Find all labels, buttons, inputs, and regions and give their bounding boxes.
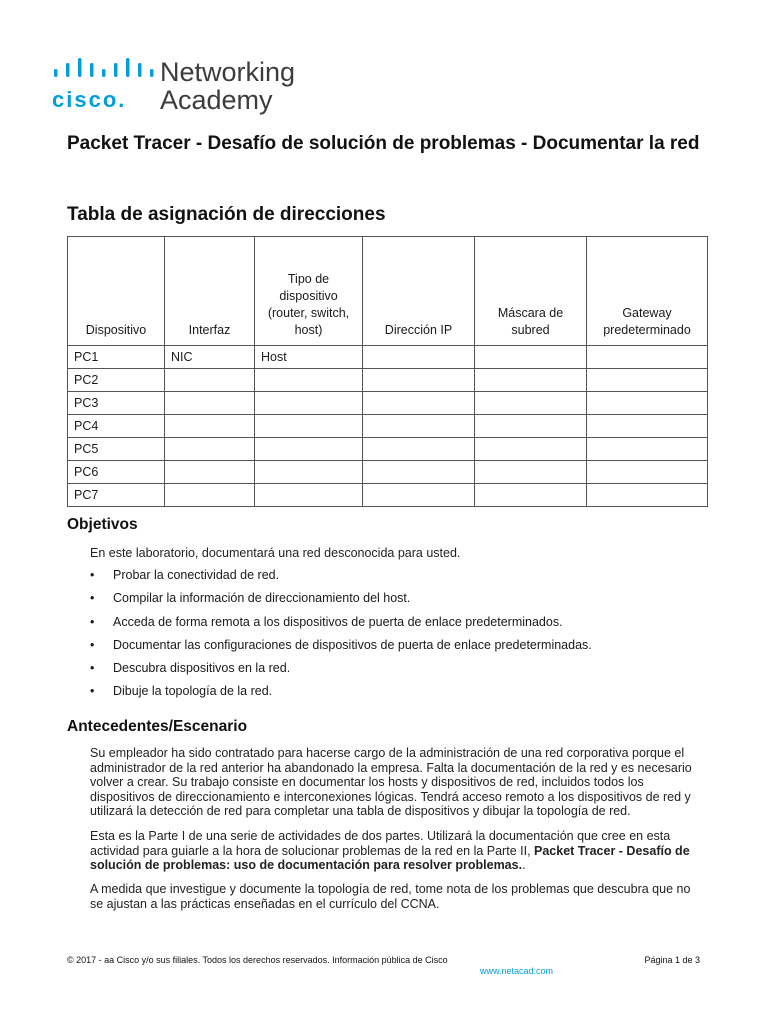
table-row (68, 438, 708, 461)
background-heading: Antecedentes/Escenario (67, 718, 248, 735)
addressing-table (67, 236, 708, 507)
table-cell (587, 438, 708, 461)
bullet-icon: • (90, 684, 95, 699)
list-item-text: Acceda de forma remota a los dispositivos de puerta de enlace predeterminados. (113, 614, 563, 629)
background-paragraph-1: Su empleador ha sido contratado para hacerse cargo de la administración de una red corporativa porque el administrador de la red anterior ha abandonado la empresa. Falta la documentación de la red y es necesario volver a crear. Su trabajo consiste en documentar los hosts y dispositivos de red, incluidos todos los dispositivos de direccionamiento e interconexiones lógicas. Tendrá acceso remoto a los dispositivos de red y utilizará la detección de red para completar una tabla de dispositivos y dibujar la topología de red. (90, 746, 692, 818)
list-item-text: Dibuje la topología de la red. (113, 684, 273, 699)
objectives-list (90, 568, 592, 708)
cisco-wordmark-text: cisco (52, 87, 119, 112)
table-cell (587, 392, 708, 415)
list-item-text: Documentar las configuraciones de dispositivos de puerta de enlace predeterminadas. (113, 637, 592, 652)
list-item-text: Probar la conectividad de red. (113, 568, 280, 582)
list-item (90, 615, 592, 638)
table-cell (363, 461, 475, 484)
table-cell (363, 392, 475, 415)
cisco-networking-academy-logo (52, 58, 312, 118)
table-cell: NIC (165, 346, 255, 369)
table-cell: PC4 (68, 415, 165, 438)
table-cell (363, 484, 475, 507)
table-cell (255, 461, 363, 484)
table-row (68, 369, 708, 392)
column-header: Dirección IP (363, 237, 475, 346)
cisco-bars-icon (52, 58, 154, 82)
list-item-text: Compilar la información de direccionamiento del host. (113, 591, 411, 606)
background-paragraph-3: A medida que investigue y documente la topología de red, tome nota de los problemas que descubra que no se ajustan a las prácticas enseñadas en el currículo del CCNA. (90, 882, 691, 911)
table-cell (165, 392, 255, 415)
table-cell (475, 415, 587, 438)
objectives-intro: En este laboratorio, documentará una red desconocida para usted. (90, 546, 461, 560)
background-paragraph-2 (90, 829, 700, 873)
table-cell (363, 415, 475, 438)
list-item (90, 684, 592, 707)
list-item-text: Descubra dispositivos en la red. (113, 661, 291, 676)
column-header: Gateway predeterminado (587, 237, 708, 346)
table-cell (363, 346, 475, 369)
document-title: Packet Tracer - Desafío de solución de problemas - Documentar la red (67, 133, 700, 154)
bullet-icon: • (90, 661, 95, 676)
table-cell: PC1 (68, 346, 165, 369)
table-cell: PC6 (68, 461, 165, 484)
table-cell: PC7 (68, 484, 165, 507)
bullet-icon: • (90, 637, 95, 652)
table-cell (363, 438, 475, 461)
table-cell (363, 369, 475, 392)
table-cell (475, 392, 587, 415)
table-cell (475, 369, 587, 392)
logo-text-networking: Networking (160, 57, 296, 87)
table-cell: PC3 (68, 392, 165, 415)
activity-reference: Packet Tracer - Desafío de solución de problemas: uso de documentación para resolver problemas. (90, 843, 690, 872)
table-header-row (68, 237, 708, 346)
footer-page-number: Página 1 de 3 (644, 955, 700, 965)
table-cell (255, 438, 363, 461)
objectives-heading: Objetivos (67, 516, 138, 533)
bullet-icon: • (90, 568, 95, 582)
column-header: Tipo de dispositivo (router, switch, host) (255, 237, 363, 346)
table-row (68, 415, 708, 438)
list-item (90, 661, 592, 684)
column-header: Máscara de subred (475, 237, 587, 346)
paragraph-2-end: . (522, 858, 526, 872)
bullet-icon: • (90, 591, 95, 606)
list-item (90, 591, 592, 614)
column-header: Dispositivo (68, 237, 165, 346)
table-cell (255, 415, 363, 438)
table-cell (475, 346, 587, 369)
table-cell (165, 461, 255, 484)
table-cell (475, 461, 587, 484)
table-row (68, 346, 708, 369)
table-cell (255, 369, 363, 392)
table-cell: Host (255, 346, 363, 369)
table-cell (587, 346, 708, 369)
table-cell (255, 392, 363, 415)
footer-copyright: © 2017 - aa Cisco y/o sus filiales. Todos los derechos reservados. Información pública de Cisco (67, 955, 448, 965)
paragraph-2-text: Esta es la Parte I de una serie de actividades de dos partes. Utilizará la documentación que cree en esta actividad para guiarle a la hora de solucionar problemas de la red en la Parte II, (90, 829, 671, 858)
networking-academy-text (160, 58, 295, 114)
logo-text-academy: Academy (160, 85, 273, 115)
table-row (68, 461, 708, 484)
list-item (90, 568, 592, 591)
table-cell (587, 484, 708, 507)
cisco-wordmark (52, 89, 126, 111)
table-cell (475, 484, 587, 507)
table-heading: Tabla de asignación de direcciones (67, 204, 386, 225)
table-row (68, 484, 708, 507)
table-cell (165, 369, 255, 392)
table-cell (587, 369, 708, 392)
table-row (68, 392, 708, 415)
table-cell (165, 415, 255, 438)
table-cell (165, 484, 255, 507)
table-cell: PC2 (68, 369, 165, 392)
table-cell (587, 461, 708, 484)
list-item (90, 638, 592, 661)
table-cell (475, 438, 587, 461)
table-cell (587, 415, 708, 438)
table-cell: PC5 (68, 438, 165, 461)
wordmark-dot: . (118, 87, 127, 112)
bullet-icon: • (90, 614, 95, 629)
table-cell (165, 438, 255, 461)
table-cell (255, 484, 363, 507)
footer-link[interactable]: www.netacad.com (480, 966, 554, 976)
column-header: Interfaz (165, 237, 255, 346)
